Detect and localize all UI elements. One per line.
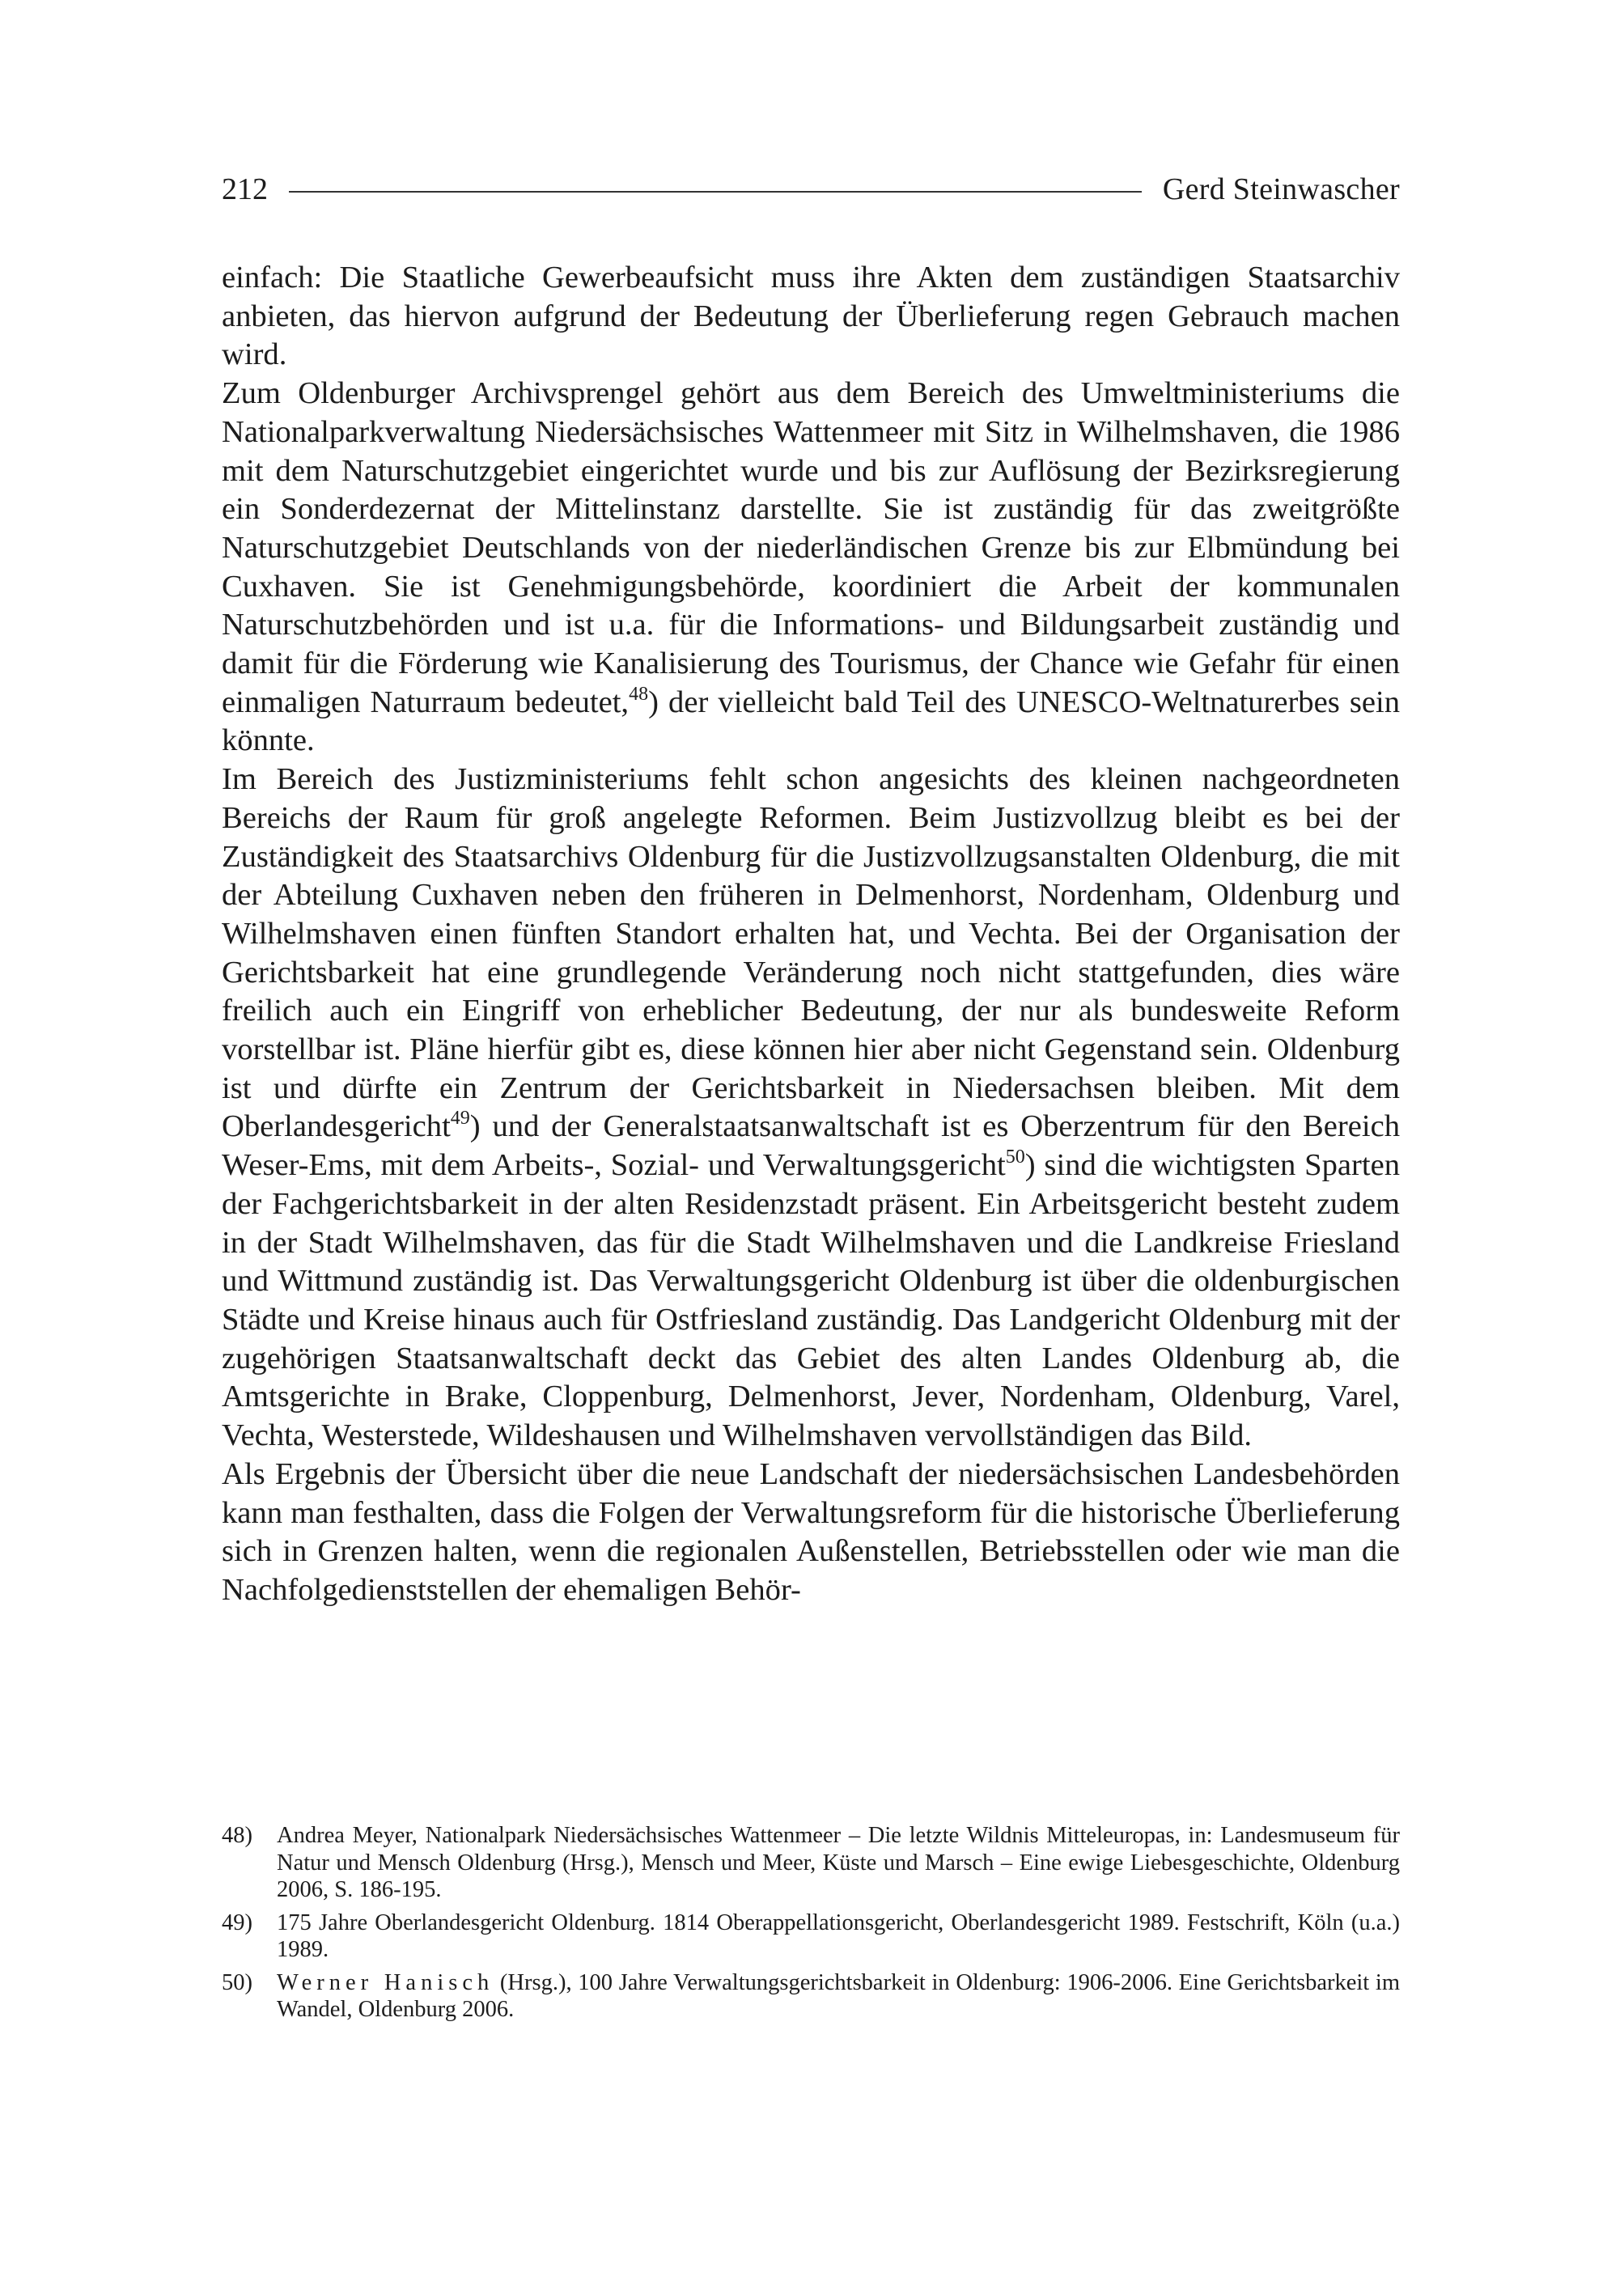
paragraph: Als Ergebnis der Übersicht über die neue Landschaft der niedersächsischen Landesbehörden kann man festhalten, dass die Folgen der Verwaltungsreform für die historische Überlieferung sich in Grenzen halten, wenn die regionalen Außenstellen, Betriebsstellen oder wie man die Nachfolgedienststellen der ehemaligen Behör- (222, 1456, 1400, 1607)
page-number: 212 (222, 172, 268, 206)
paragraph (222, 375, 1400, 761)
footnote-text-rest: (Hrsg.), 100 Jahre Verwaltungsgerichtsbarkeit in Oldenburg: 1906-2006. Eine Gerichtsbarkeit im Wandel, Oldenburg 2006. (277, 1969, 1400, 2022)
footnotes (222, 1822, 1400, 2029)
footnote-text: Andrea Meyer, Nationalpark Niedersächsisches Wattenmeer – Die letzte Wildnis Mitteleuropas, in: Landesmuseum für Natur und Mensch Oldenburg (Hrsg.), Mensch und Meer, Küste und Marsch – Eine ewige Liebesgeschichte, Oldenburg 2006, S. 186-195. (277, 1823, 1400, 1902)
footnote-number: 49) (222, 1909, 252, 1935)
paragraph: einfach: Die Staatliche Gewerbeaufsicht muss ihre Akten dem zuständigen Staatsarchiv anbieten, das hiervon aufgrund der Bedeutung der Überlieferung regen Gebrauch machen wird. (222, 261, 1400, 372)
footnote-number: 48) (222, 1823, 252, 1848)
footnote-text (277, 1970, 1400, 2023)
footnote-ref: 50 (1005, 1146, 1025, 1168)
paragraph (222, 761, 1400, 1456)
footnote (222, 1969, 1400, 2024)
running-header (222, 165, 1400, 214)
footnote (222, 1822, 1400, 1904)
footnote-ref: 49 (450, 1108, 470, 1130)
header-rule (289, 191, 1142, 193)
paragraph-text: ) sind die wichtigsten Sparten der Fachgerichtsbarkeit in der alten Residenzstadt präsent. Ein Arbeitsgericht besteht zudem in der Stadt Wilhelmshaven, das für die Stadt Wilhelmshaven und die Landkreise Friesland und Wittmund zuständig ist. Das Verwaltungsgericht Oldenburg ist über die oldenburgischen Städte und Kreise hinaus auch für Ostfriesland zuständig. Das Landgericht Oldenburg mit der zugehörigen Staatsanwaltschaft deckt das Gebiet des alten Landes Oldenburg ab, die Amtsgerichte in Brake, Cloppenburg, Delmenhorst, Jever, Nordenham, Oldenburg, Varel, Vechta, Westerstede, Wildeshausen und Wilhelmshaven vervollständigen das Bild. (222, 1148, 1400, 1453)
footnote-text: 175 Jahre Oberlandesgericht Oldenburg. 1814 Oberappellationsgericht, Oberlandesgericht 1989. Festschrift, Köln (u.a.) 1989. (277, 1909, 1400, 1962)
paragraph-text: Im Bereich des Justizministeriums fehlt schon angesichts des kleinen nachgeordneten Bereichs der Raum für groß angelegte Reformen. Beim Justizvollzug bleibt es bei der Zuständigkeit des Staatsarchivs Oldenburg für die Justizvollzugsanstalten Oldenburg, die mit der Abteilung Cuxhaven neben den früheren in Delmenhorst, Nordenham, Oldenburg und Wilhelmshaven einen fünften Standort erhalten hat, und Vechta. Bei der Organisation der Gerichtsbarkeit hat eine grundlegende Veränderung noch nicht stattgefunden, dies wäre freilich auch ein Eingriff von erheblicher Bedeutung, der nur als bundesweite Reform vorstellbar ist. Pläne hierfür gibt es, diese können hier aber nicht Gegenstand sein. Oldenburg ist und dürfte ein Zentrum der Gerichtsbarkeit in Niedersachsen bleiben. Mit dem Oberlandesgericht (222, 762, 1400, 1144)
footnote (222, 1909, 1400, 1964)
running-head-author: Gerd Steinwascher (1162, 172, 1400, 206)
footnote-number: 50) (222, 1969, 252, 1995)
paragraph-text: ) der vielleicht bald Teil des UNESCO-Weltnaturerbes sein könnte. (222, 685, 1400, 758)
footnote-ref: 48 (629, 683, 649, 705)
main-text (222, 259, 1400, 1610)
footnote-author: Werner Hanisch (277, 1969, 494, 1995)
paragraph-text: ) und der Generalstaatsanwaltschaft ist es Oberzentrum für den Bereich Weser-Ems, mit dem Arbeits-, Sozial- und Verwaltungsgericht (222, 1109, 1400, 1183)
paragraph-text: Zum Oldenburger Archivsprengel gehört aus dem Bereich des Umweltministeriums die Nationalparkverwaltung Niedersächsisches Wattenmeer mit Sitz in Wilhelmshaven, die 1986 mit dem Naturschutzgebiet eingerichtet wurde und bis zur Auflösung der Bezirksregierung ein Sonderdezernat der Mittelinstanz darstellte. Sie ist zuständig für das zweitgrößte Naturschutzgebiet Deutschlands von der niederländischen Grenze bis zur Elbmündung bei Cuxhaven. Sie ist Genehmigungsbehörde, koordiniert die Arbeit der kommunalen Naturschutzbehörden und ist u.a. für die Informations- und Bildungsarbeit zuständig und damit für die Förderung wie Kanalisierung des Tourismus, der Chance wie Gefahr für einen einmaligen Naturraum bedeutet, (222, 376, 1400, 719)
